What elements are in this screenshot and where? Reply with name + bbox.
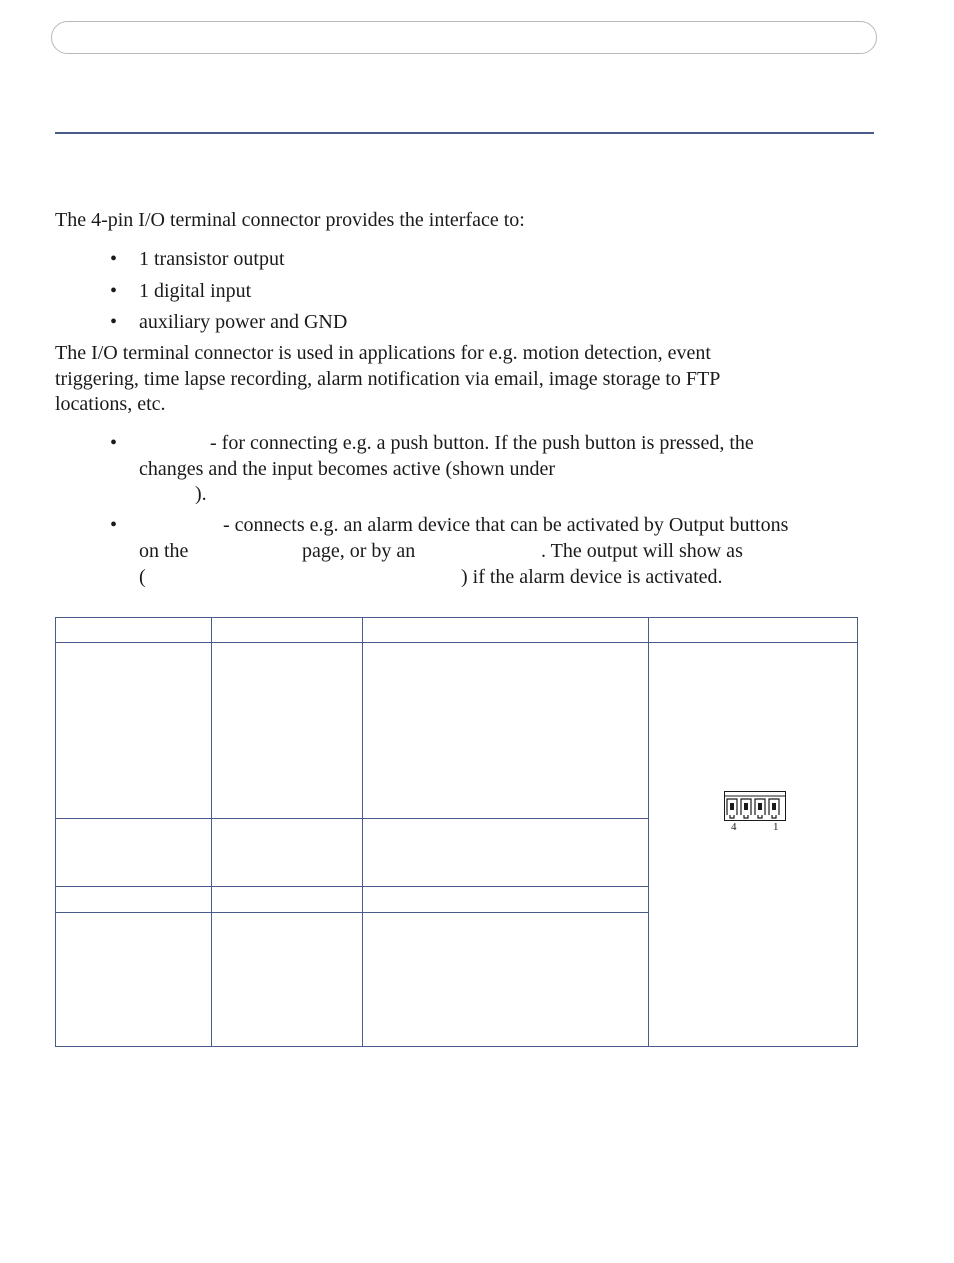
- pin-label-right: 1: [773, 821, 779, 833]
- table-header-cell: [363, 618, 649, 643]
- table-header-cell: [649, 618, 858, 643]
- output-description: . The output will show as: [541, 540, 743, 562]
- table-cell: [363, 819, 649, 887]
- bullet-icon: •: [110, 248, 118, 270]
- table-header-cell: [212, 618, 363, 643]
- table-cell: [212, 819, 363, 887]
- pin-label-left: 4: [731, 821, 737, 833]
- table-cell: [363, 913, 649, 1047]
- table-cell: [56, 913, 212, 1047]
- list-item: auxiliary power and GND: [139, 311, 348, 333]
- bullet-icon: •: [110, 280, 118, 302]
- header-bar: [51, 21, 877, 54]
- section-divider: [55, 132, 874, 134]
- table-cell: [212, 913, 363, 1047]
- usage-line: The I/O terminal connector is used in applications for e.g. motion detection, event: [55, 342, 711, 364]
- table-cell: [363, 887, 649, 913]
- usage-line: locations, etc.: [55, 393, 166, 415]
- table-cell: [363, 643, 649, 819]
- table-cell: [212, 887, 363, 913]
- table-cell: [56, 819, 212, 887]
- output-description: (: [139, 566, 146, 588]
- connector-diagram-cell: [649, 643, 858, 1047]
- input-description: changes and the input becomes active (shown under: [139, 458, 555, 480]
- terminal-connector-icon: [724, 791, 788, 835]
- output-description: on the: [139, 540, 189, 562]
- output-description: page, or by an: [302, 540, 416, 562]
- terminal-block-graphic: [724, 791, 788, 823]
- table-header-row: [56, 618, 858, 643]
- table-cell: [56, 887, 212, 913]
- list-item: 1 digital input: [139, 280, 252, 302]
- bullet-icon: •: [110, 311, 118, 333]
- usage-line: triggering, time lapse recording, alarm notification via email, image storage to FTP: [55, 368, 721, 390]
- input-description: - for connecting e.g. a push button. If the push button is pressed, the: [210, 432, 754, 454]
- bullet-icon: •: [110, 432, 118, 454]
- bullet-icon: •: [110, 514, 118, 536]
- list-item: 1 transistor output: [139, 248, 285, 270]
- table-cell: [212, 643, 363, 819]
- output-description: - connects e.g. an alarm device that can be activated by Output buttons: [223, 514, 789, 536]
- intro-paragraph: The 4-pin I/O terminal connector provides the interface to:: [55, 209, 525, 231]
- table-header-cell: [56, 618, 212, 643]
- input-description: ).: [195, 483, 207, 505]
- output-description: ) if the alarm device is activated.: [461, 566, 723, 588]
- table-cell: [56, 643, 212, 819]
